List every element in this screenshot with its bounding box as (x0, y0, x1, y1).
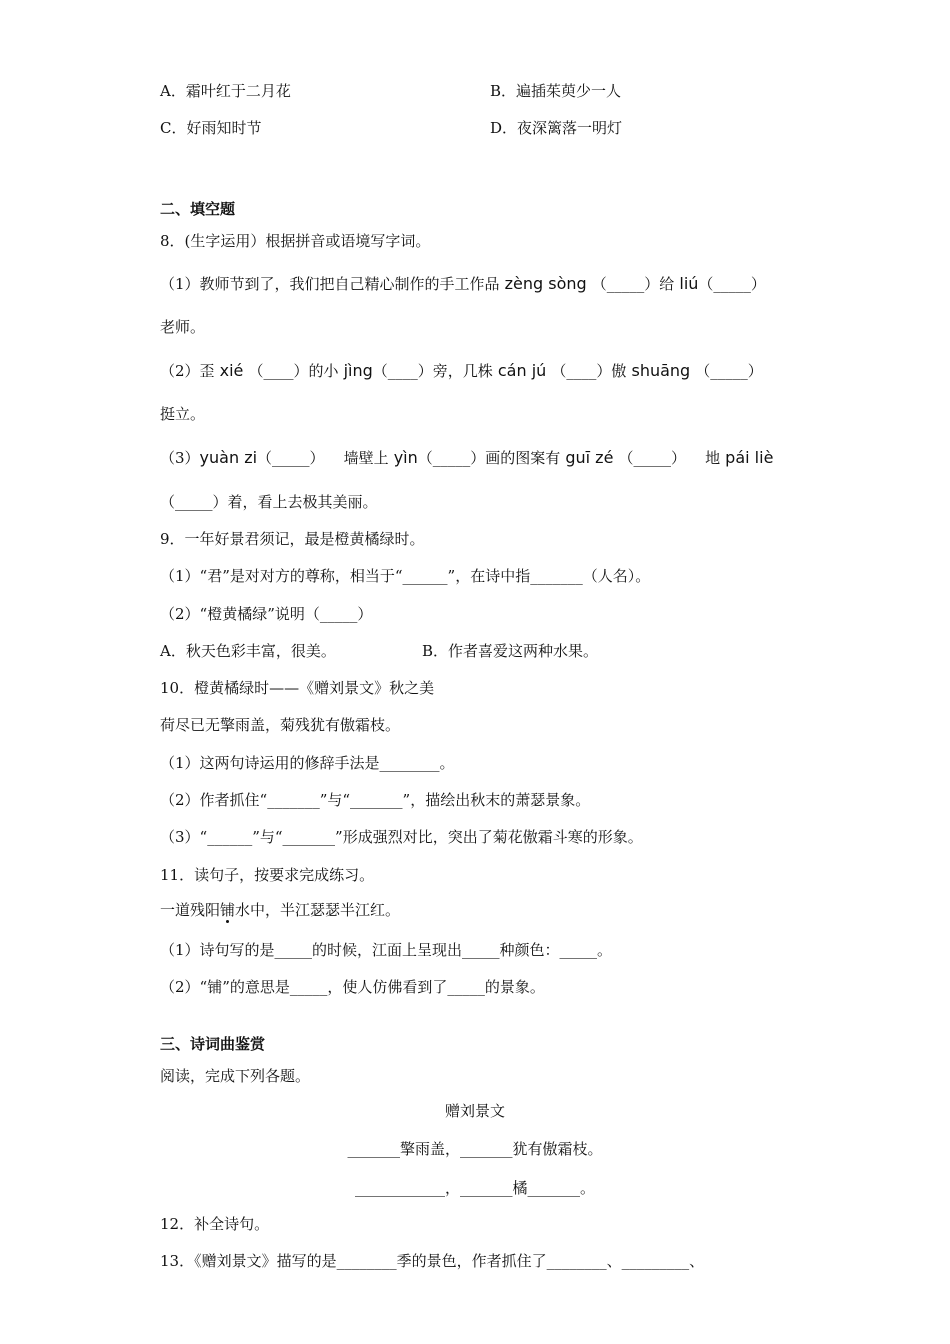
q9-option-a: A．秋天色彩丰富，很美。 (160, 642, 336, 660)
q8-s3-pinyin-1: yuàn zi (199, 448, 258, 467)
poem-line-1: _______擎雨盖，_______犹有傲霜枝。 (347, 1140, 603, 1158)
q8-s2-pinyin-2: jìng (338, 361, 373, 380)
q8-s3-pinyin-4: pái liè (720, 448, 774, 467)
section3-title: 三、诗词曲鉴赏 (160, 1035, 266, 1053)
section3-intro: 阅读，完成下列各题。 (160, 1067, 311, 1085)
q8-s3-pinyin-3: guī zé (560, 448, 619, 467)
q12-stem: 12．补全诗句。 (160, 1215, 270, 1233)
q8-s1-text-b: （_____）给 (591, 275, 675, 293)
q11-sentence-a: 一道残阳 (160, 901, 221, 919)
q10-s1: （1）这两句诗运用的修辞手法是________。 (160, 754, 455, 772)
q8-s2-text-d: （____）傲 (551, 362, 627, 380)
q9-option-b: B．作者喜爱这两种水果。 (422, 642, 599, 660)
q8-s1-pinyin-2: liú (674, 274, 699, 293)
q8-s1-text-a: （1）教师节到了，我们把自己精心制作的手工作品 (160, 275, 500, 293)
q11-s1: （1）诗句写的是_____的时候，江面上呈现出_____种颜色：_____。 (160, 941, 613, 959)
q11-emphasis-char: 铺 (220, 901, 236, 919)
q7-option-b: B．遍插茱萸少一人 (490, 82, 622, 100)
q10-stem: 10．橙黄橘绿时——《赠刘景文》秋之美 (160, 679, 435, 697)
q8-s1-pinyin-1: zèng sòng (499, 274, 592, 293)
q8-s3-text-b: （_____） 墙壁上 (257, 449, 389, 467)
q8-s2-text-b: （____）的小 (248, 362, 339, 380)
q7-option-c: C．好雨知时节 (160, 119, 262, 137)
q8-s3-text-c: （_____）画的图案有 (417, 449, 561, 467)
q8-s2-pinyin-1: xié (214, 361, 249, 380)
q8-s2-pinyin-3: cán jú (492, 361, 552, 380)
q8-s3-text-d: （_____） 地 (618, 449, 721, 467)
q8-s2-text-e: （_____） (695, 362, 763, 380)
q8-s2-pinyin-4: shuāng (626, 361, 696, 380)
q8-s2-text-c: （____）旁，几株 (372, 362, 493, 380)
q13-stem: 13．《赠刘景文》描写的是________季的景色，作者抓住了________、_________、 (160, 1252, 705, 1270)
q8-s3-cont: （_____）着，看上去极其美丽。 (160, 493, 378, 511)
q8-s2 (160, 361, 763, 381)
q11-sentence-b: 水中，半江瑟瑟半江红。 (235, 901, 401, 919)
poem-line-2: ____________，_______橘_______。 (354, 1179, 595, 1197)
q10-s2: （2）作者抓住“_______”与“_______”，描绘出秋末的萧瑟景象。 (160, 791, 591, 809)
q11-s2: （2）“铺”的意思是_____，使人仿佛看到了_____的景象。 (160, 978, 545, 996)
q10-s3: （3）“______”与“_______”形成强烈对比，突出了菊花傲霜斗寒的形象。 (160, 828, 643, 846)
q11-stem: 11．读句子，按要求完成练习。 (160, 866, 375, 884)
q10-poem: 荷尽已无擎雨盖，菊残犹有傲霜枝。 (160, 716, 401, 734)
poem-title: 赠刘景文 (444, 1102, 505, 1120)
q7-option-a: A．霜叶红于二月花 (160, 82, 291, 100)
q8-s2-text-a: （2）歪 (160, 362, 215, 380)
q9-s2: （2）“橙黄橘绿”说明（_____） (160, 605, 373, 623)
q8-stem: 8．(生字运用）根据拼音或语境写字词。 (160, 232, 431, 250)
q7-option-d: D．夜深篱落一明灯 (490, 119, 623, 137)
q8-s1 (160, 274, 766, 294)
section2-title: 二、填空题 (160, 200, 236, 218)
q11-sentence (160, 900, 400, 920)
q9-stem: 9．一年好景君须记，最是橙黄橘绿时。 (160, 530, 425, 548)
q8-s3 (160, 448, 773, 468)
q8-s3-pinyin-2: yìn (388, 448, 418, 467)
q9-s1: （1）“君”是对对方的尊称，相当于“______”，在诗中指_______（人名）。 (160, 567, 651, 585)
q8-s3-text-a: （3） (160, 449, 200, 467)
q8-s1-cont: 老师。 (160, 318, 206, 336)
q8-s2-cont: 挺立。 (160, 405, 206, 423)
q8-s1-text-c: （_____） (698, 275, 766, 293)
